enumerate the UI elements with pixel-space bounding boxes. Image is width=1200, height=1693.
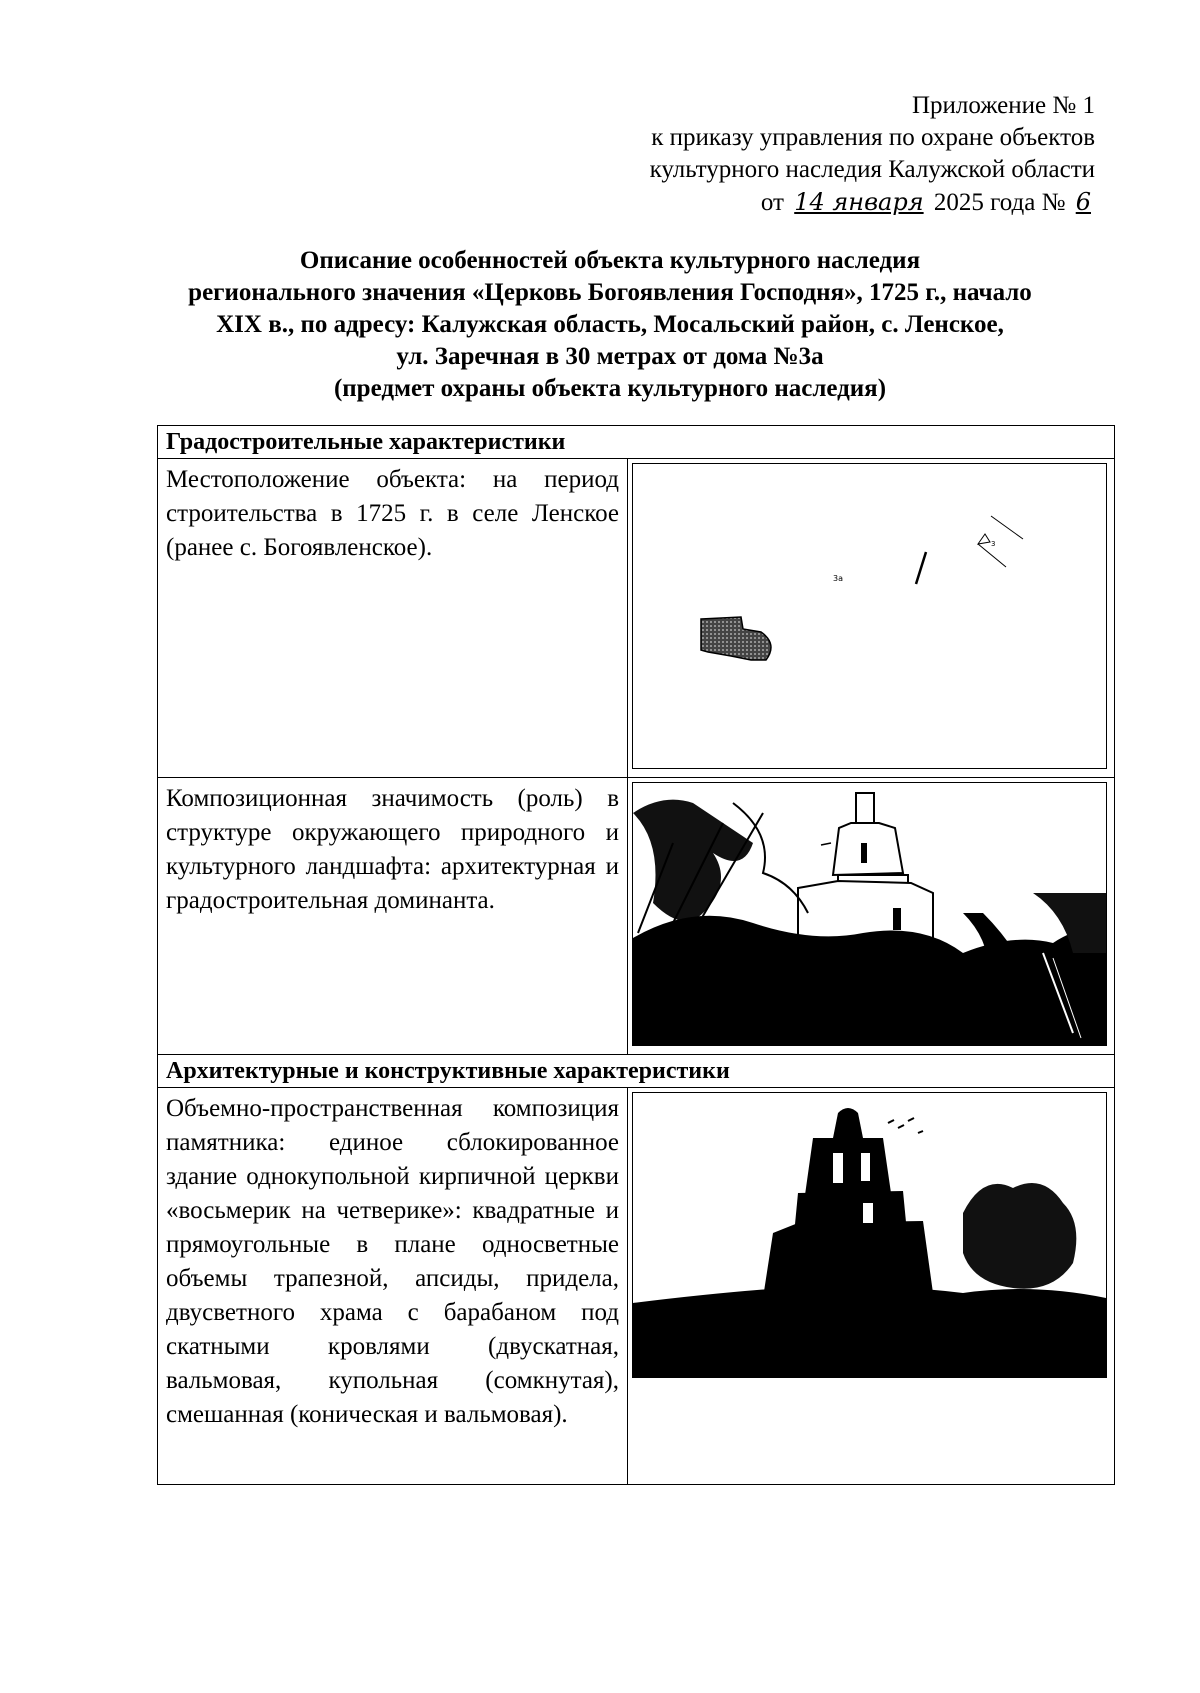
date-prefix: от [760, 189, 784, 216]
church-photo-1-image [633, 783, 1106, 1045]
title-line-1: Описание особенностей объекта культурного наследия [299, 247, 921, 274]
location-map-cell [628, 459, 1115, 778]
composition-text: Объемно-пространственная композиция памятника: единое сблокированное здание однокупольной кирпичной церкви «восьмерик на четверике»: квадратные и прямоугольные в плане односветные объемы трапезной, апсиды, придела, двусветного храма с барабаном под скатными кровлями (двускатная, вальмовая, купольная (сомкнутая), смешанная (коническая и вальмовая). [158, 1088, 628, 1485]
table-row [158, 459, 1115, 778]
church-footprint [701, 617, 771, 660]
appendix-date-line [650, 186, 1095, 219]
title-line-2: регионального значения «Церковь Богоявления Господня», 1725 г., начало [188, 279, 1032, 306]
handwritten-order-number: 6 [1075, 188, 1091, 216]
protection-subject-table [157, 425, 1115, 1485]
appendix-header [650, 90, 1095, 219]
table-row [158, 1088, 1115, 1485]
appendix-line-3: культурного наследия Калужской области [649, 156, 1095, 183]
location-text: Местоположение объекта: на период строительства в 1725 г. в селе Ленское (ранее с. Богоявленское). [158, 459, 628, 778]
table-row [158, 778, 1115, 1055]
map-label-3: 3 [991, 540, 996, 548]
arch-heading: Архитектурные и конструктивные характеристики [158, 1055, 1115, 1088]
church-photo-1 [632, 782, 1107, 1046]
church-photo-cell-2 [628, 1088, 1115, 1485]
section-heading-arch [158, 1055, 1115, 1088]
map-label-3a: 3а [833, 574, 843, 583]
appendix-line-2: к приказу управления по охране объектов [651, 124, 1095, 151]
church-photo-2 [632, 1092, 1107, 1378]
road-mark [916, 552, 926, 584]
urban-heading: Градостроительные характеристики [158, 426, 1115, 459]
title-line-3: XIX в., по адресу: Калужская область, Мосальский район, с. Ленское, [216, 311, 1004, 338]
church-photo-2-image [633, 1093, 1106, 1377]
handwritten-date: 14 января [794, 188, 924, 216]
road-line [991, 516, 1023, 539]
location-map [632, 463, 1107, 769]
year-and-number-label: 2025 года № [933, 189, 1066, 216]
church-photo-cell-1 [628, 778, 1115, 1055]
title-line-5: (предмет охраны объекта культурного наследия) [333, 375, 887, 402]
role-text: Композиционная значимость (роль) в структуре окружающего природного и культурного ландшафта: архитектурная и градостроительная доминанта. [158, 778, 628, 1055]
appendix-line-1: Приложение № 1 [911, 92, 1095, 119]
document-title [130, 245, 1090, 405]
map-drawing [633, 464, 1106, 768]
section-heading-urban [158, 426, 1115, 459]
building-outline [978, 534, 990, 544]
title-line-4: ул. Заречная в 30 метрах от дома №3а [396, 343, 824, 370]
